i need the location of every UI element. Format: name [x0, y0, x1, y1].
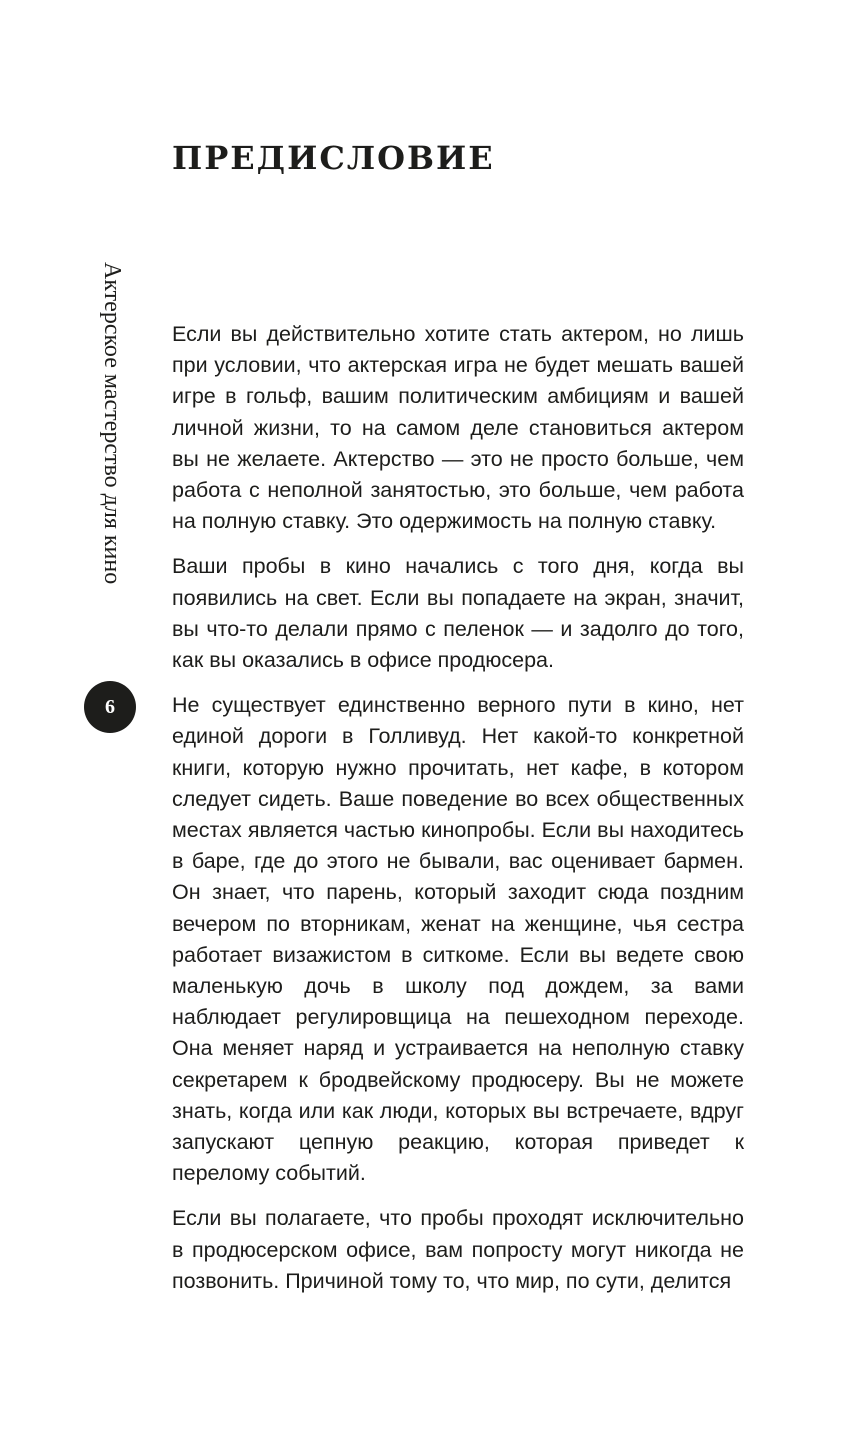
paragraph: Если вы полагаете, что пробы проходят исключительно в продюсерском офисе, вам попросту могут никогда не позвонить. Причиной тому то, что мир, по сути, делится — [172, 1206, 744, 1293]
paragraph: Не существует единственно верного пути в кино, нет единой дороги в Голливуд. Нет какой-то конкретной книги, которую нужно прочитать, нет кафе, в котором следует сидеть. Ваше поведение во всех общественных местах является частью кинопробы. Если вы находитесь в баре, где до этого не бывали, вас оценивает бармен. Он знает, что парень, который заходит сюда поздним вечером по вторникам, женат на женщине, чья сестра работает визажистом в ситкоме. Если вы ведете свою маленькую дочь в школу под дождем, за вами наблюдает регулировщица на пешеходном переходе. Она меняет наряд и устраивается на неполную ставку секретарем к бродвейскому продюсеру. Вы не можете знать, когда или как люди, которых вы встречаете, вдруг запускают цепную реакцию, которая приведет к перелому событий. — [172, 693, 744, 1186]
body-text — [172, 319, 744, 1297]
paragraph: Ваши пробы в кино начались с того дня, когда вы появились на свет. Если вы попадаете на экран, значит, вы что-то делали прямо с пеленок — и задолго до того, как вы оказались в офисе продюсера. — [172, 554, 744, 673]
page-number-badge: 6 — [84, 681, 136, 733]
running-head: Актерское мастерство для кино — [99, 262, 125, 585]
chapter-title: ПРЕДИСЛОВИЕ — [172, 139, 495, 177]
paragraph: Если вы действительно хотите стать актером, но лишь при условии, что актерская игра не будет мешать вашей игре в гольф, вашим политическим амбициям и вашей личной жизни, то на самом деле становиться актером вы не желаете. Актерство — это не просто больше, чем работа с неполной занятостью, это больше, чем работа на полную ставку. Это одержимость на полную ставку. — [172, 322, 744, 534]
